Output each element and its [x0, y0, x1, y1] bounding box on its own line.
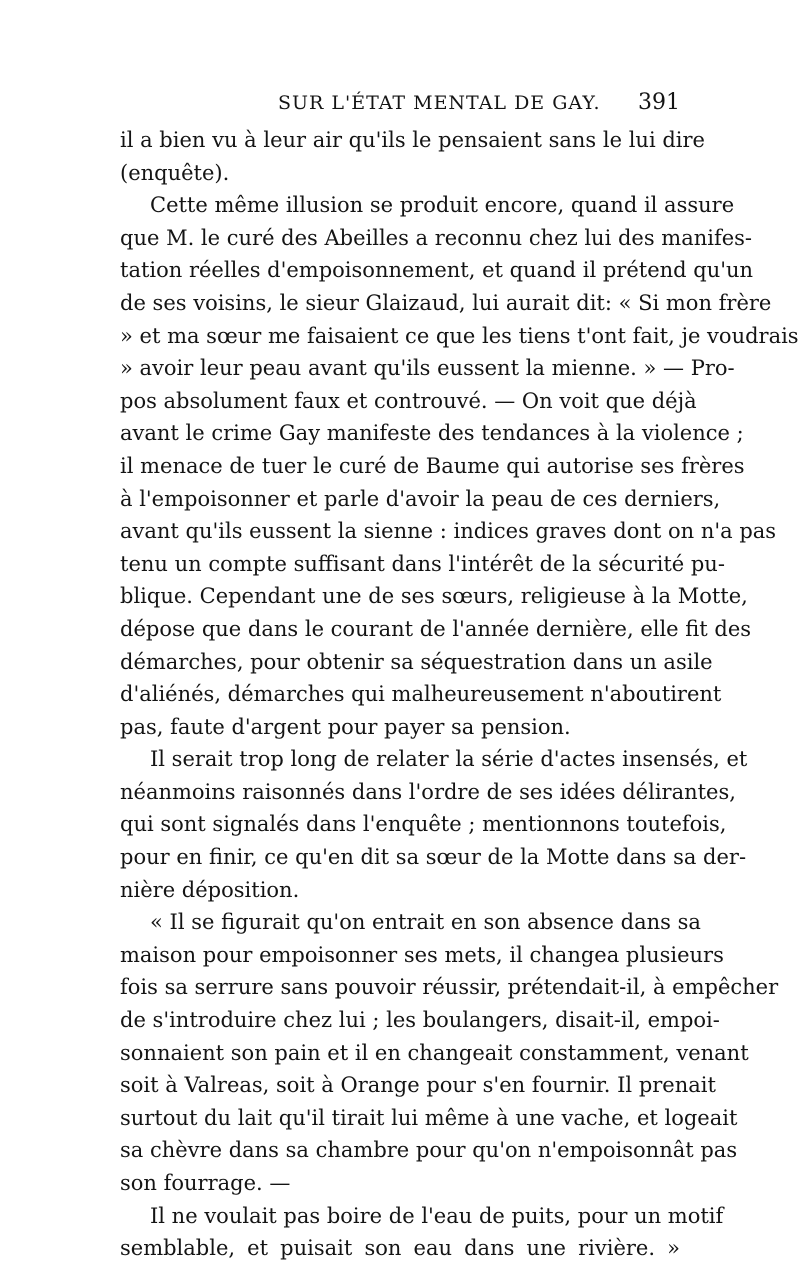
text-line: que M. le curé des Abeilles a reconnu chez lui des manifes- [120, 225, 753, 250]
running-head [120, 92, 680, 122]
text-line: maison pour empoisonner ses mets, il changea plusieurs [120, 942, 724, 967]
text-line: Cette même illusion se produit encore, quand il assure [150, 193, 735, 218]
text-line: pas, faute d'argent pour payer sa pension. [120, 714, 571, 739]
text-line: tenu un compte suffisant dans l'intérêt de la sécurité pu- [120, 551, 725, 576]
text-line: à l'empoisonner et parle d'avoir la peau de ces derniers, [120, 486, 721, 511]
body-text [120, 124, 799, 1265]
text-line: tation réelles d'empoisonnement, et quand il prétend qu'un [120, 258, 754, 283]
running-title: SUR L'ÉTAT MENTAL DE GAY. [278, 92, 601, 114]
text-line: d'aliénés, démarches qui malheureusement n'aboutirent [120, 682, 722, 707]
text-line: il a bien vu à leur air qu'ils le pensaient sans le lui dire [120, 128, 705, 152]
text-line: soit à Valreas, soit à Orange pour s'en fournir. Il prenait [120, 1073, 716, 1098]
text-line: néanmoins raisonnés dans l'ordre de ses idées délirantes, [120, 779, 736, 804]
text-line: avant qu'ils eussent la sienne : indices graves dont on n'a pas [120, 519, 777, 544]
text-line: fois sa serrure sans pouvoir réussir, prétendait-il, à empêcher [120, 975, 779, 1000]
text-line: blique. Cependant une de ses sœurs, religieuse à la Motte, [120, 584, 748, 609]
text-line: » et ma sœur me faisaient ce que les tiens t'ont fait, je voudrais [120, 323, 799, 348]
text-line: pour en finir, ce qu'en dit sa sœur de la Motte dans sa der- [120, 845, 747, 870]
page-number: 391 [638, 90, 680, 115]
text-line: démarches, pour obtenir sa séquestration dans un asile [120, 649, 713, 674]
text-line: nière déposition. [120, 877, 300, 902]
text-line: Il serait trop long de relater la série d'actes insensés, et [150, 747, 748, 772]
text-line: il menace de tuer le curé de Baume qui autorise ses frères [120, 453, 745, 478]
text-line: surtout du lait qu'il tirait lui même à une vache, et logeait [120, 1105, 738, 1130]
text-line: son fourrage. — [120, 1171, 291, 1195]
text-line: « Il se figurait qu'on entrait en son absence dans sa [150, 910, 701, 935]
text-line: de ses voisins, le sieur Glaizaud, lui aurait dit: « Si mon frère [120, 290, 772, 315]
text-line: semblable, et puisait son eau dans une rivière. » [120, 1236, 680, 1261]
text-line: qui sont signalés dans l'enquête ; mentionnons toutefois, [120, 812, 727, 837]
text-line: dépose que dans le courant de l'année dernière, elle fit des [120, 616, 752, 641]
text-line: (enquête). [120, 160, 230, 185]
text-line: » avoir leur peau avant qu'ils eussent la mienne. » — Pro- [120, 356, 735, 381]
text-line: sonnaient son pain et il en changeait constamment, venant [120, 1040, 749, 1065]
text-line: de s'introduire chez lui ; les boulangers, disait-il, empoi- [120, 1008, 720, 1033]
text-line: Il ne voulait pas boire de l'eau de puits, pour un motif [150, 1203, 724, 1228]
text-line: pos absolument faux et controuvé. — On voit que déjà [120, 388, 697, 413]
text-line: sa chèvre dans sa chambre pour qu'on n'empoisonnât pas [120, 1138, 738, 1163]
text-line: avant le crime Gay manifeste des tendances à la violence ; [120, 421, 744, 446]
